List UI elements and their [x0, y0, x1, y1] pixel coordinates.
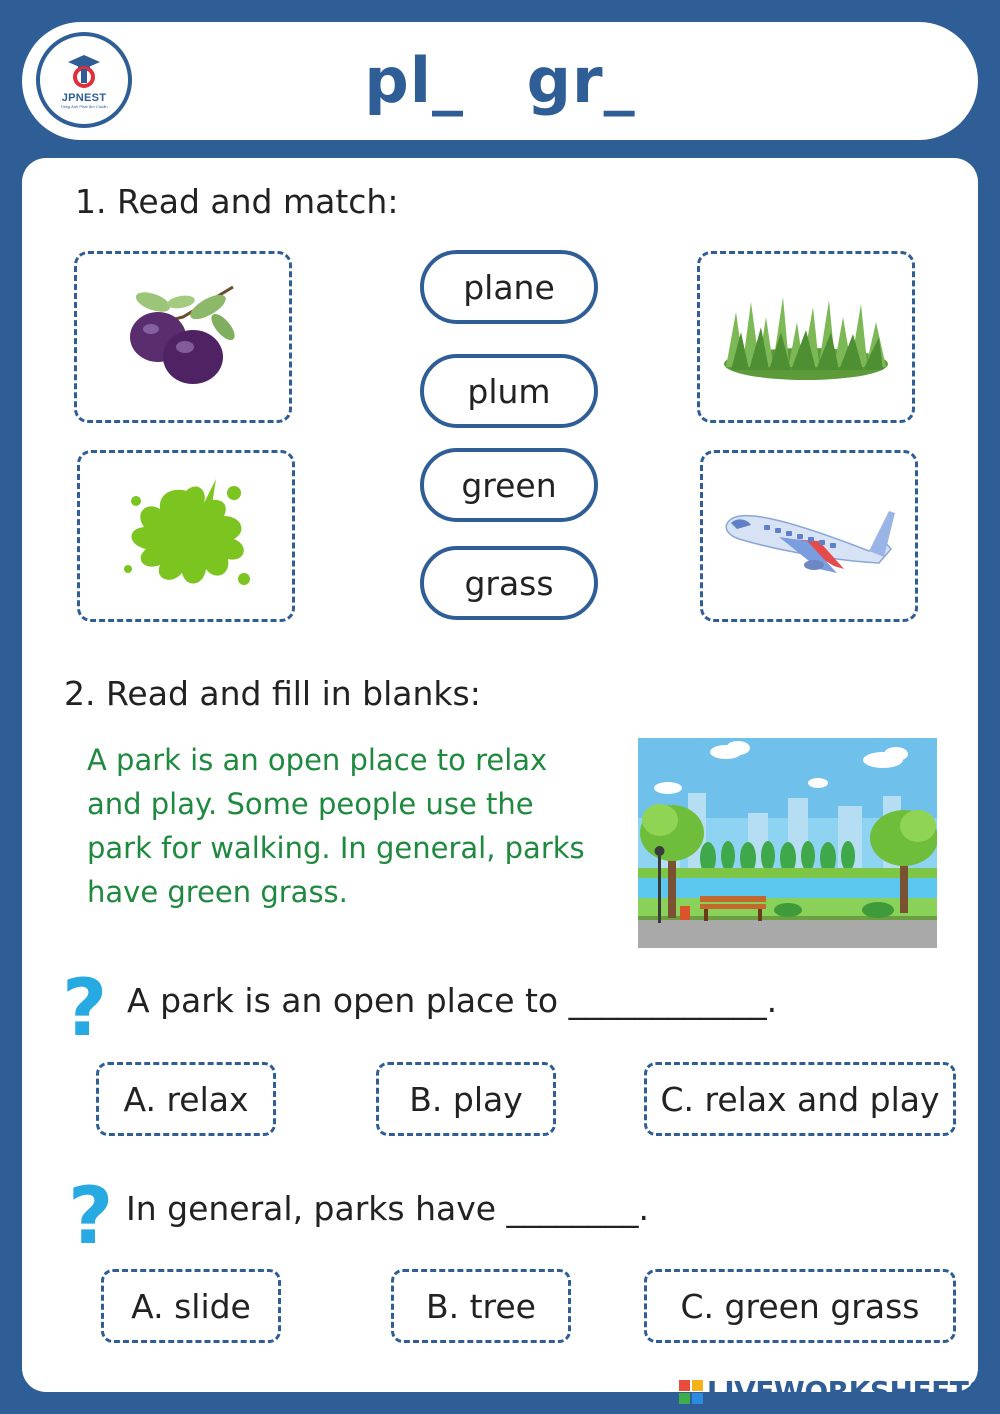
- worksheet-card: [22, 158, 978, 1392]
- header-bar: [22, 22, 978, 140]
- green-splash-picture-box[interactable]: [77, 450, 295, 622]
- passage-line: park for walking. In general, parks: [87, 831, 585, 865]
- q2-option-c[interactable]: C. green grass: [644, 1269, 956, 1343]
- liveworksheets-logo-icon: [679, 1380, 703, 1404]
- logo-subtext: Tiếng Anh Phát Âm Chuẩn: [60, 104, 108, 109]
- q1-option-c[interactable]: C. relax and play: [644, 1062, 956, 1136]
- question-mark-icon: ?: [62, 964, 108, 1054]
- q2-option-b[interactable]: B. tree: [391, 1269, 571, 1343]
- page-title: pl_ gr_: [364, 44, 636, 117]
- word-pill-green[interactable]: green: [420, 448, 598, 522]
- section2-heading: 2. Read and fill in blanks:: [64, 674, 481, 713]
- plane-picture-box[interactable]: [700, 450, 918, 622]
- reading-passage: [87, 738, 607, 914]
- word-pill-grass[interactable]: grass: [420, 546, 598, 620]
- question-2-text: In general, parks have ________.: [126, 1189, 650, 1228]
- watermark-text: LIVEWORKSHEETS: [706, 1375, 988, 1408]
- passage-line: A park is an open place to relax: [87, 743, 548, 777]
- plum-icon: [113, 277, 253, 397]
- grass-icon: [721, 292, 891, 382]
- plum-picture-box[interactable]: [74, 251, 292, 423]
- q1-option-b[interactable]: B. play: [376, 1062, 556, 1136]
- liveworksheets-watermark: [679, 1375, 988, 1408]
- passage-line: and play. Some people use the: [87, 787, 534, 821]
- question-mark-icon: ?: [68, 1172, 114, 1262]
- passage-line: have green grass.: [87, 875, 348, 909]
- q1-option-a[interactable]: A. relax: [96, 1062, 276, 1136]
- logo-text: JPNEST: [61, 92, 107, 104]
- park-scene-image: [638, 738, 937, 948]
- q2-option-a[interactable]: A. slide: [101, 1269, 281, 1343]
- word-pill-plane[interactable]: plane: [420, 250, 598, 324]
- section1-heading: 1. Read and match:: [75, 182, 399, 221]
- plane-icon: [719, 491, 899, 581]
- question-1-text: A park is an open place to ____________.: [127, 981, 778, 1020]
- green-splash-icon: [116, 471, 256, 601]
- word-pill-plum[interactable]: plum: [420, 354, 598, 428]
- grass-picture-box[interactable]: [697, 251, 915, 423]
